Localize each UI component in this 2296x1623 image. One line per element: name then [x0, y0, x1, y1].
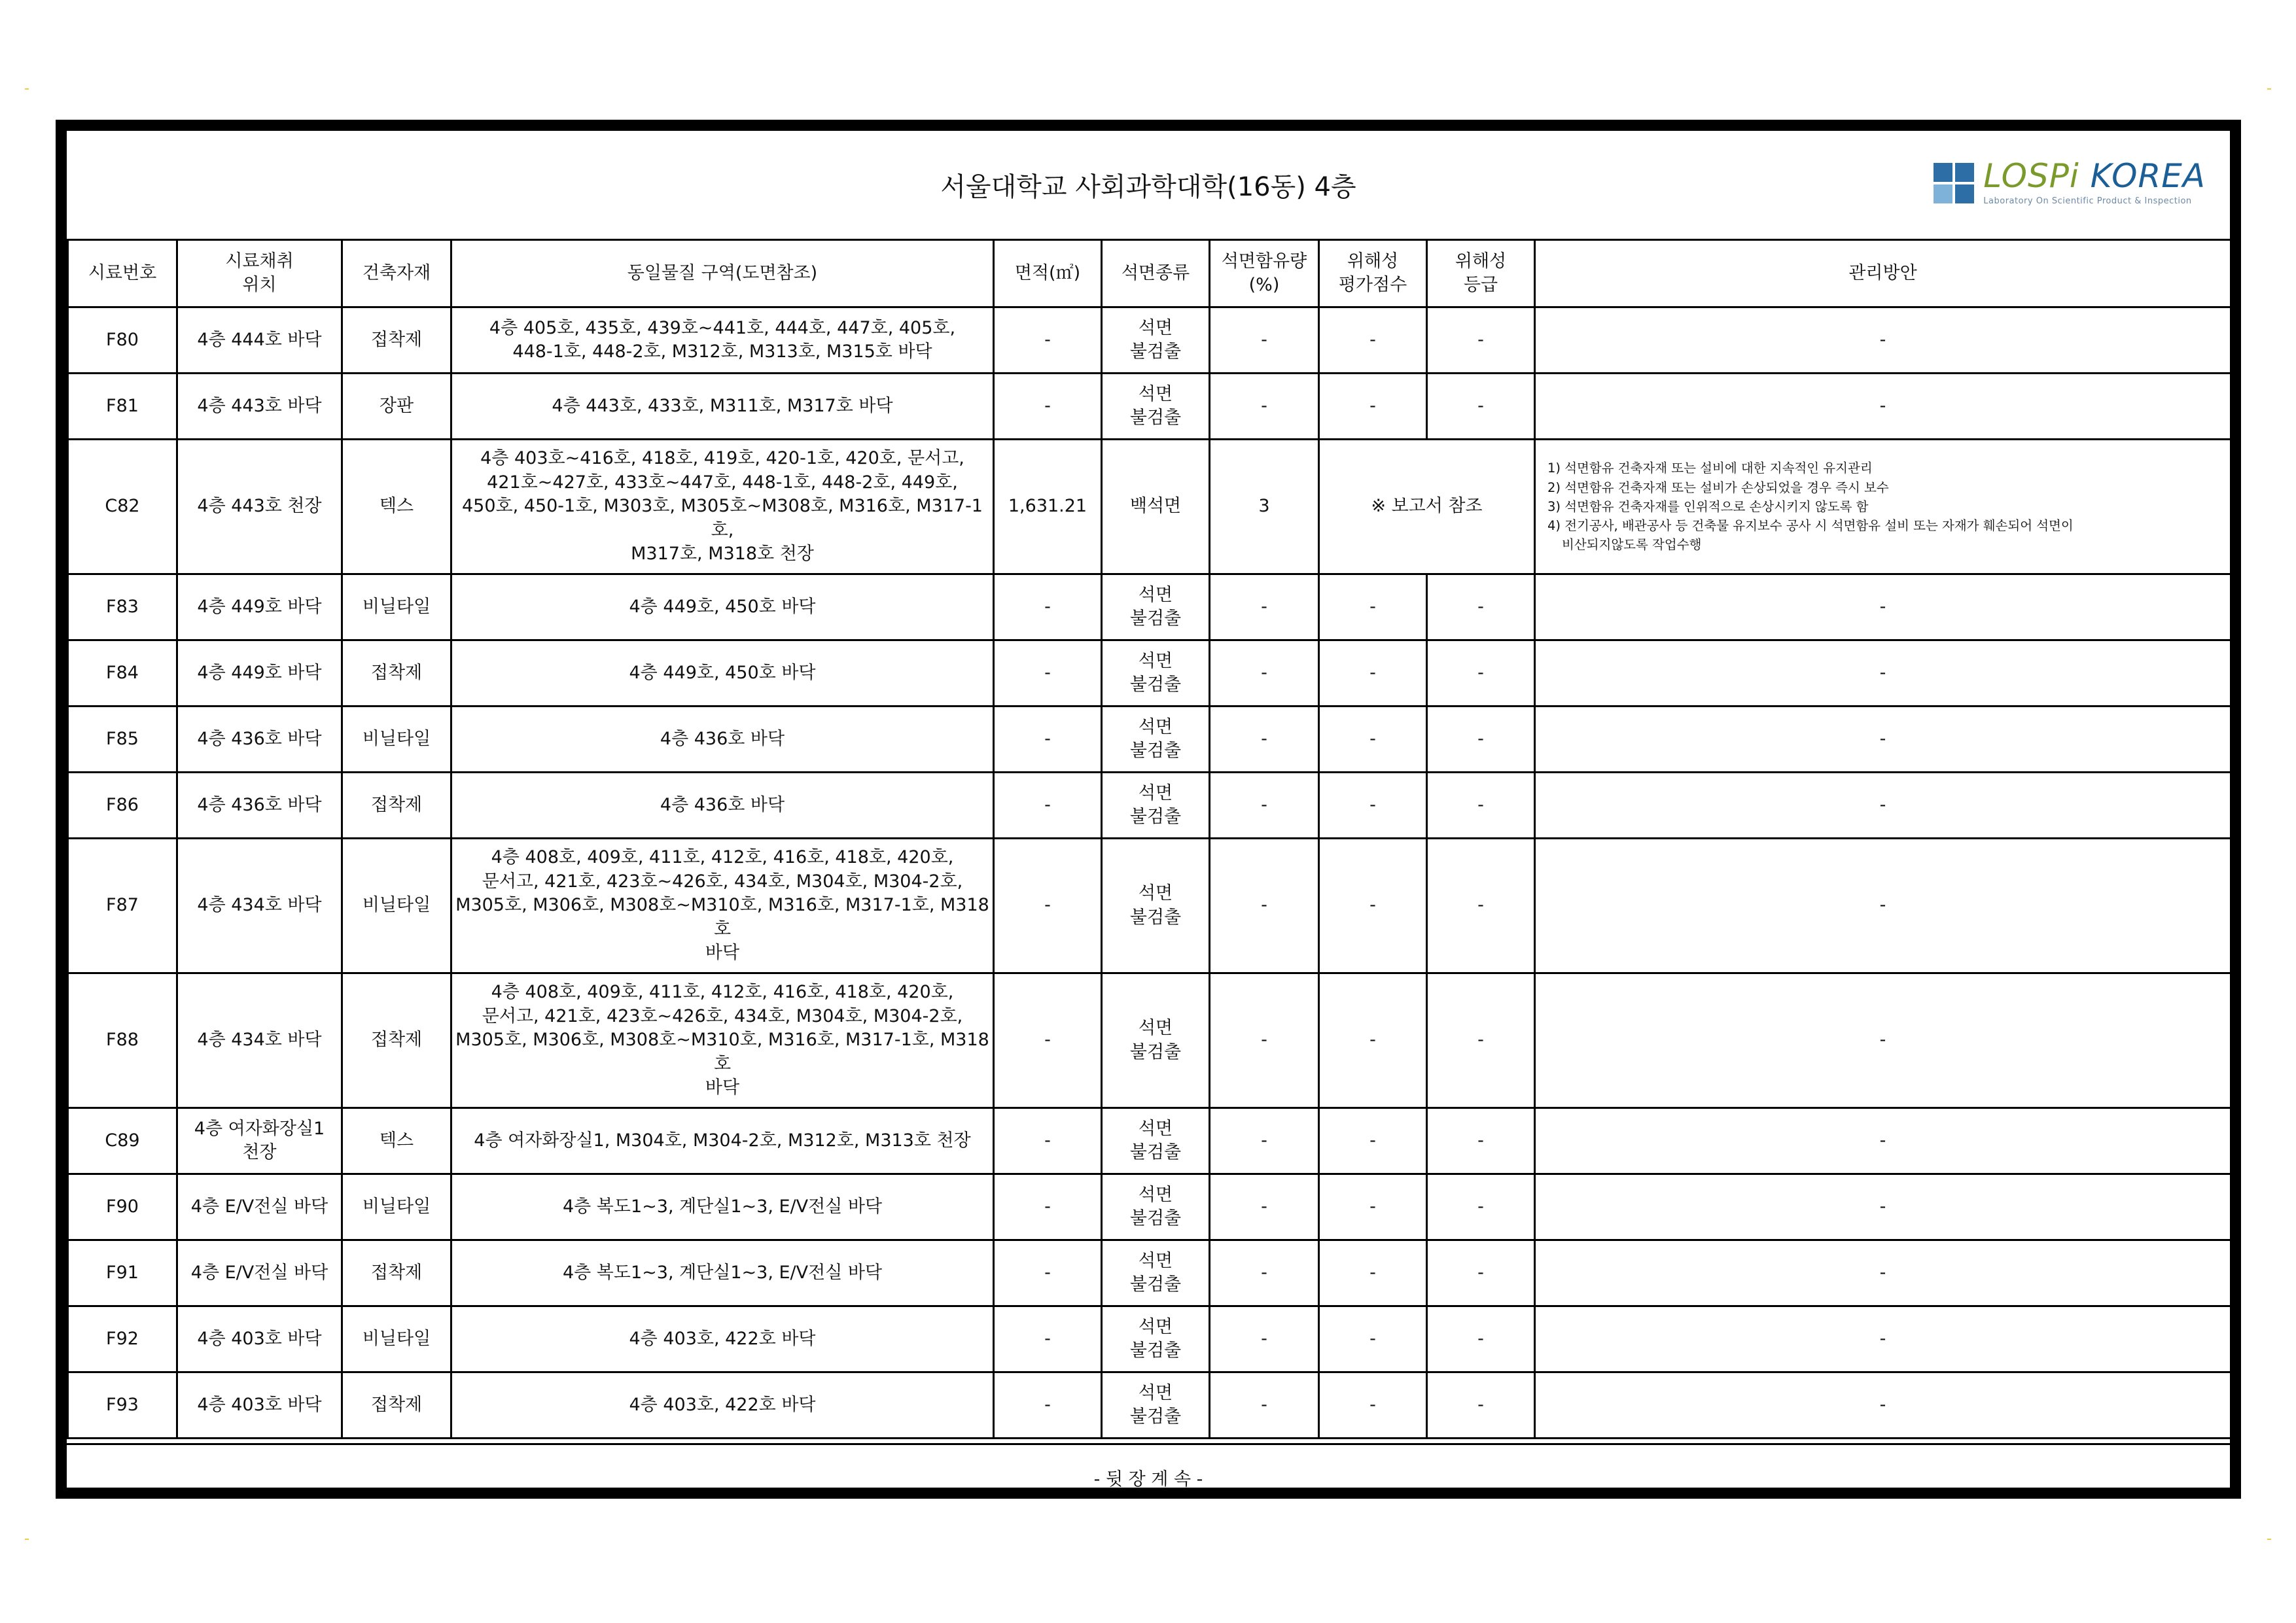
cell-sample-location: 4층 449호 바닥 [177, 574, 342, 640]
cell-risk-score: - [1319, 374, 1427, 440]
cell-risk-score: - [1319, 1108, 1427, 1174]
cell-area: - [994, 640, 1102, 707]
management-item: 1) 석면함유 건축자재 또는 설비에 대한 지속적인 유지관리 [1547, 461, 1873, 476]
table-row [68, 574, 2231, 640]
cell-material: 비닐타일 [342, 1306, 451, 1372]
cell-sample-no: F90 [68, 1174, 177, 1240]
cell-content: 3 [1210, 440, 1319, 574]
cell-management-plan: - [1535, 773, 2231, 839]
cell-area: - [994, 773, 1102, 839]
cell-content: - [1210, 707, 1319, 773]
cell-sample-no: F87 [68, 839, 177, 973]
cell-risk-grade: - [1427, 640, 1535, 707]
cell-risk-score: - [1319, 839, 1427, 973]
cell-material: 장판 [342, 374, 451, 440]
cell-content: - [1210, 1240, 1319, 1306]
table-row [68, 1174, 2231, 1240]
cell-content: - [1210, 640, 1319, 707]
table-row [68, 1240, 2231, 1306]
cell-asbestos-type: 석면 불검출 [1102, 1174, 1210, 1240]
cell-sample-location: 4층 434호 바닥 [177, 839, 342, 973]
cell-area: 1,631.21 [994, 440, 1102, 574]
cell-sample-no: F88 [68, 973, 177, 1108]
table-row [68, 374, 2231, 440]
cell-asbestos-type: 석면 불검출 [1102, 307, 1210, 374]
cell-risk-score: - [1319, 1174, 1427, 1240]
cell-sample-location: 4층 여자화장실1 천장 [177, 1108, 342, 1174]
cell-material: 텍스 [342, 440, 451, 574]
cell-area: - [994, 1306, 1102, 1372]
cell-risk-grade: - [1427, 574, 1535, 640]
cell-risk-score: - [1319, 307, 1427, 374]
cell-management-plan: - [1535, 839, 2231, 973]
cell-asbestos-type: 석면 불검출 [1102, 1372, 1210, 1439]
cell-asbestos-type: 백석면 [1102, 440, 1210, 574]
cell-risk-score: - [1319, 640, 1427, 707]
cell-material: 접착제 [342, 1240, 451, 1306]
cell-sample-no: C89 [68, 1108, 177, 1174]
cell-material: 텍스 [342, 1108, 451, 1174]
cell-area: - [994, 1372, 1102, 1439]
cell-sample-location: 4층 E/V전실 바닥 [177, 1174, 342, 1240]
header-col-risk-score: 위해성 평가점수 [1319, 240, 1427, 307]
header-col-sample-no: 시료번호 [68, 240, 177, 307]
cell-area-description: 4층 여자화장실1, M304호, M304-2호, M312호, M313호 천장 [451, 1108, 994, 1174]
cell-material: 비닐타일 [342, 839, 451, 973]
table-header-row [68, 240, 2231, 307]
cell-sample-no: F83 [68, 574, 177, 640]
company-logo [1934, 157, 2206, 206]
header-col-content: 석면함유량 (%) [1210, 240, 1319, 307]
cell-management-plan: - [1535, 707, 2231, 773]
cell-area: - [994, 707, 1102, 773]
cell-area-description: 4층 443호, 433호, M311호, M317호 바닥 [451, 374, 994, 440]
cell-asbestos-type: 석면 불검출 [1102, 574, 1210, 640]
cell-material: 접착제 [342, 307, 451, 374]
cell-risk-grade: - [1427, 1108, 1535, 1174]
cell-content: - [1210, 307, 1319, 374]
cell-area-description: 4층 449호, 450호 바닥 [451, 574, 994, 640]
cell-sample-no: F92 [68, 1306, 177, 1372]
cell-area: - [994, 574, 1102, 640]
cell-area-description: 4층 403호~416호, 418호, 419호, 420-1호, 420호, 문서고, 421호~427호, 433호~447호, 448-1호, 448-2호, 449호, 450호, 450-1호, M303호, M305호~M308호, M316호, M317-1호, M317호, M318호 천장 [451, 440, 994, 574]
management-item: 4) 전기공사, 배관공사 등 건축물 유지보수 공사 시 석면함유 설비 또는 자재가 훼손되어 석면이 [1547, 518, 2074, 534]
cell-sample-location: 4층 449호 바닥 [177, 640, 342, 707]
cell-management-plan [1535, 440, 2231, 574]
cell-risk-grade: - [1427, 973, 1535, 1108]
cell-management-plan: - [1535, 1240, 2231, 1306]
cell-area-description: 4층 403호, 422호 바닥 [451, 1372, 994, 1439]
cell-sample-location: 4층 436호 바닥 [177, 773, 342, 839]
management-item: 2) 석면함유 건축자재 또는 설비가 손상되었을 경우 즉시 보수 [1547, 480, 1889, 495]
cell-sample-no: C82 [68, 440, 177, 574]
cell-management-plan: - [1535, 574, 2231, 640]
management-item: 비산되지않도록 작업수행 [1562, 537, 1702, 553]
cell-content: - [1210, 574, 1319, 640]
asbestos-survey-table [67, 239, 2232, 1439]
cell-material: 접착제 [342, 1372, 451, 1439]
cell-sample-no: F81 [68, 374, 177, 440]
cell-material: 접착제 [342, 773, 451, 839]
cell-area: - [994, 1174, 1102, 1240]
table-row [68, 773, 2231, 839]
cell-asbestos-type: 석면 불검출 [1102, 773, 1210, 839]
cell-management-plan: - [1535, 374, 2231, 440]
cell-sample-location: 4층 436호 바닥 [177, 707, 342, 773]
cell-risk-grade: - [1427, 707, 1535, 773]
header-col-risk-grade: 위해성 등급 [1427, 240, 1535, 307]
page-title: 서울대학교 사회과학대학(16동) 4층 [940, 172, 1356, 202]
cell-asbestos-type: 석면 불검출 [1102, 1306, 1210, 1372]
table-row [68, 707, 2231, 773]
cell-management-plan: - [1535, 1108, 2231, 1174]
cell-asbestos-type: 석면 불검출 [1102, 640, 1210, 707]
cell-risk-score: - [1319, 973, 1427, 1108]
cell-sample-no: F93 [68, 1372, 177, 1439]
cell-area: - [994, 1108, 1102, 1174]
cell-risk-score: - [1319, 773, 1427, 839]
cell-sample-no: F85 [68, 707, 177, 773]
cell-content: - [1210, 973, 1319, 1108]
cell-sample-location: 4층 443호 천장 [177, 440, 342, 574]
cell-area: - [994, 973, 1102, 1108]
cell-area-description: 4층 449호, 450호 바닥 [451, 640, 994, 707]
table-row [68, 973, 2231, 1108]
header-col-area-description: 동일물질 구역(도면참조) [451, 240, 994, 307]
cell-material: 비닐타일 [342, 707, 451, 773]
cell-area: - [994, 839, 1102, 973]
cell-content: - [1210, 1174, 1319, 1240]
cell-area-description: 4층 436호 바닥 [451, 707, 994, 773]
cell-sample-location: 4층 E/V전실 바닥 [177, 1240, 342, 1306]
cell-area-description: 4층 408호, 409호, 411호, 412호, 416호, 418호, 420호, 문서고, 421호, 423호~426호, 434호, M304호, M304-2호, M305호, M306호, M308호~M310호, M316호, M317-1호, M318호 바닥 [451, 973, 994, 1108]
cell-sample-no: F80 [68, 307, 177, 374]
cell-material: 접착제 [342, 973, 451, 1108]
cell-risk-score: - [1319, 574, 1427, 640]
cell-asbestos-type: 석면 불검출 [1102, 374, 1210, 440]
continued-note: - 뒷 장 계 속 - [1093, 1469, 1203, 1490]
cell-asbestos-type: 석면 불검출 [1102, 707, 1210, 773]
cell-material: 접착제 [342, 640, 451, 707]
cell-management-plan: - [1535, 1174, 2231, 1240]
cell-content: - [1210, 839, 1319, 973]
cell-content: - [1210, 773, 1319, 839]
table-row [68, 1306, 2231, 1372]
cell-sample-location: 4층 403호 바닥 [177, 1372, 342, 1439]
cell-area-description: 4층 408호, 409호, 411호, 412호, 416호, 418호, 420호, 문서고, 421호, 423호~426호, 434호, M304호, M304-2호, M305호, M306호, M308호~M310호, M316호, M317-1호, M318호 바닥 [451, 839, 994, 973]
cell-material: 비닐타일 [342, 1174, 451, 1240]
cell-risk-score: - [1319, 707, 1427, 773]
cell-management-plan: - [1535, 973, 2231, 1108]
cell-risk-grade: - [1427, 1174, 1535, 1240]
cell-risk-grade: - [1427, 1372, 1535, 1439]
cell-risk-grade: - [1427, 307, 1535, 374]
corner-mark [25, 1539, 29, 1540]
table-row [68, 1372, 2231, 1439]
header-col-area: 면적(㎡) [994, 240, 1102, 307]
corner-mark [25, 88, 29, 90]
report-frame [56, 120, 2241, 1499]
cell-management-plan: - [1535, 1372, 2231, 1439]
cell-sample-location: 4층 444호 바닥 [177, 307, 342, 374]
cell-asbestos-type: 석면 불검출 [1102, 973, 1210, 1108]
table-row [68, 640, 2231, 707]
cell-risk-score: - [1319, 1306, 1427, 1372]
cell-area-description: 4층 복도1~3, 계단실1~3, E/V전실 바닥 [451, 1174, 994, 1240]
cell-area-description: 4층 복도1~3, 계단실1~3, E/V전실 바닥 [451, 1240, 994, 1306]
cell-risk-grade: - [1427, 1240, 1535, 1306]
header-col-asbestos-type: 석면종류 [1102, 240, 1210, 307]
logo-squares-icon [1934, 163, 1974, 203]
cell-sample-no: F91 [68, 1240, 177, 1306]
cell-content: - [1210, 374, 1319, 440]
header-col-sample-location: 시료채취 위치 [177, 240, 342, 307]
management-item: 3) 석면함유 건축자재를 인위적으로 손상시키지 않도록 함 [1547, 498, 1869, 514]
cell-content: - [1210, 1306, 1319, 1372]
cell-sample-no: F84 [68, 640, 177, 707]
corner-mark [2267, 1539, 2271, 1540]
cell-sample-location: 4층 403호 바닥 [177, 1306, 342, 1372]
header-col-material: 건축자재 [342, 240, 451, 307]
cell-asbestos-type: 석면 불검출 [1102, 1240, 1210, 1306]
cell-risk-grade: - [1427, 773, 1535, 839]
cell-risk-score: - [1319, 1372, 1427, 1439]
cell-management-plan: - [1535, 1306, 2231, 1372]
cell-management-plan: - [1535, 307, 2231, 374]
cell-asbestos-type: 석면 불검출 [1102, 1108, 1210, 1174]
corner-mark [2267, 88, 2271, 90]
table-row [68, 1108, 2231, 1174]
cell-content: - [1210, 1108, 1319, 1174]
cell-asbestos-type: 석면 불검출 [1102, 839, 1210, 973]
cell-sample-location: 4층 434호 바닥 [177, 973, 342, 1108]
cell-content: - [1210, 1372, 1319, 1439]
cell-management-plan: - [1535, 640, 2231, 707]
cell-risk-reference: ※ 보고서 참조 [1319, 440, 1535, 574]
cell-area-description: 4층 436호 바닥 [451, 773, 994, 839]
cell-risk-grade: - [1427, 1306, 1535, 1372]
cell-risk-grade: - [1427, 839, 1535, 973]
logo-wordmark: LOSPi KOREA [1983, 157, 2206, 195]
table-row [68, 440, 2231, 574]
cell-area-description: 4층 403호, 422호 바닥 [451, 1306, 994, 1372]
cell-area: - [994, 307, 1102, 374]
logo-subtitle: Laboratory On Scientific Product & Inspection [1983, 196, 2192, 206]
cell-risk-grade: - [1427, 374, 1535, 440]
table-row [68, 307, 2231, 374]
cell-sample-location: 4층 443호 바닥 [177, 374, 342, 440]
cell-material: 비닐타일 [342, 574, 451, 640]
cell-area-description: 4층 405호, 435호, 439호~441호, 444호, 447호, 405호, 448-1호, 448-2호, M312호, M313호, M315호 바닥 [451, 307, 994, 374]
cell-sample-no: F86 [68, 773, 177, 839]
header-col-management: 관리방안 [1535, 240, 2231, 307]
cell-area: - [994, 374, 1102, 440]
table-row [68, 839, 2231, 973]
cell-risk-score: - [1319, 1240, 1427, 1306]
footer-divider [67, 1443, 2230, 1445]
cell-area: - [994, 1240, 1102, 1306]
